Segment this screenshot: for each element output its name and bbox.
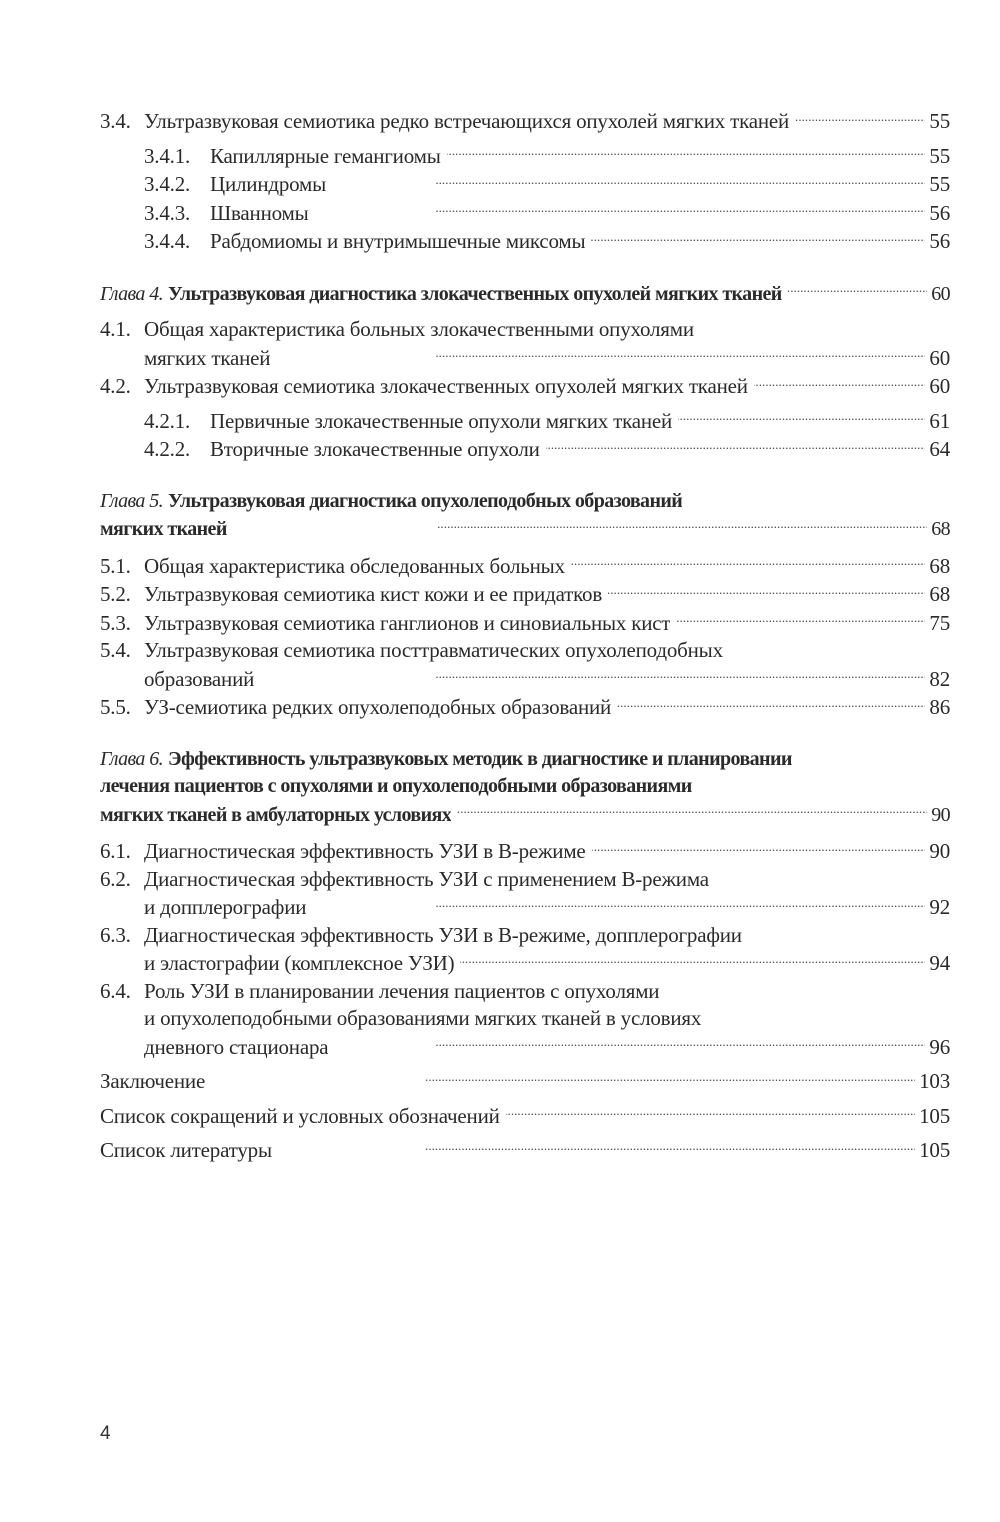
dot-leader — [457, 801, 927, 821]
subsection-title: Вторичные злокачественные опухоли — [210, 437, 540, 461]
dot-leader — [608, 580, 925, 601]
page-ref: 96 — [929, 1034, 950, 1059]
toc-entry-6-1[interactable] — [100, 837, 950, 866]
dot-leader — [278, 1136, 915, 1157]
subsection-number: 4.2.2. — [144, 437, 191, 461]
entry-title: Заключение — [100, 1069, 206, 1093]
subsection-number: 3.4.3. — [144, 200, 191, 225]
subsection-title: Первичные злокачественные опухоли мягких тканей — [210, 408, 673, 433]
page-number: 4 — [100, 1423, 111, 1444]
page-ref: 103 — [919, 1069, 950, 1093]
toc-entry-3-4-3[interactable] — [100, 199, 950, 228]
chapter-title-line1: Эффективность ультразвуковых методик в диагностике и планировании — [168, 747, 792, 770]
section-number: 5.1. — [100, 553, 131, 578]
page-ref: 61 — [929, 408, 950, 433]
chapter-5-heading-cont[interactable] — [100, 515, 950, 544]
section-title: Ультразвуковая семиотика злокачественных опухолей мягких тканей — [144, 374, 748, 398]
chapter-4-heading[interactable] — [100, 280, 950, 309]
page-ref: 68 — [931, 518, 950, 540]
toc-entry-references[interactable] — [100, 1136, 950, 1165]
toc-entry-3-4-1[interactable] — [100, 142, 950, 171]
section-title-line2: и эластографии (комплексное УЗИ) — [144, 951, 455, 975]
dot-leader — [211, 1067, 915, 1088]
toc-entry-6-2-cont[interactable] — [100, 893, 950, 922]
section-title-line1: Ультразвуковая семиотика посттравматических опухолеподобных — [144, 638, 723, 662]
toc-entry-5-1[interactable] — [100, 552, 950, 581]
dot-leader — [312, 893, 925, 914]
toc-entry-3-4-2[interactable] — [100, 170, 950, 199]
page-ref: 86 — [929, 695, 950, 719]
dot-leader — [233, 515, 927, 535]
subsection-number: 3.4.1. — [144, 143, 191, 168]
chapter-label: Глава 5. — [100, 489, 164, 512]
toc-entry-6-4[interactable] — [100, 978, 950, 1006]
chapter-label: Глава 4. — [100, 282, 164, 305]
dot-leader — [754, 372, 926, 393]
entry-title: Список литературы — [100, 1138, 272, 1162]
section-number: 4.1. — [100, 317, 131, 341]
toc-entry-4-2[interactable] — [100, 372, 950, 401]
dot-leader — [795, 107, 925, 128]
section-title-line3: дневного стационара — [144, 1034, 329, 1059]
toc-entry-5-4[interactable] — [100, 637, 950, 665]
table-of-contents — [100, 107, 950, 1165]
section-title-line1: Диагностическая эффективность УЗИ в В-режиме, допплерографии — [144, 922, 742, 947]
subsection-number: 3.4.2. — [144, 172, 191, 196]
toc-entry-4-2-2[interactable] — [100, 435, 950, 464]
section-title: УЗ-семиотика редких опухолеподобных образований — [144, 695, 612, 719]
subsection-number: 3.4.4. — [144, 229, 191, 253]
toc-entry-5-3[interactable] — [100, 609, 950, 638]
subsection-number: 4.2.1. — [144, 408, 191, 433]
section-title-line2: и опухолеподобными образованиями мягких тканей в условиях — [144, 1006, 702, 1030]
page-ref: 92 — [929, 895, 950, 919]
section-number: 5.5. — [100, 695, 131, 719]
chapter-title-line1: Ультразвуковая диагностика опухолеподобных образований — [168, 489, 683, 512]
page-ref: 60 — [929, 345, 950, 370]
dot-leader — [315, 199, 926, 220]
toc-entry-3-4-4[interactable] — [100, 227, 950, 256]
section-number: 6.4. — [100, 978, 131, 1003]
page-ref: 68 — [929, 582, 950, 606]
toc-entry-3-4[interactable] — [100, 107, 950, 136]
toc-entry-6-3[interactable] — [100, 922, 950, 950]
dot-leader — [332, 170, 925, 191]
chapter-6-heading-cont2[interactable] — [100, 801, 950, 830]
page-ref: 55 — [929, 143, 950, 168]
toc-entry-4-2-1[interactable] — [100, 407, 950, 436]
dot-leader — [546, 435, 926, 456]
subsection-title: Рабдомиомы и внутримышечные миксомы — [210, 229, 586, 253]
page-ref: 75 — [929, 610, 950, 635]
section-title-line2: мягких тканей — [144, 345, 271, 370]
toc-entry-4-1[interactable] — [100, 316, 950, 344]
toc-entry-6-4-cont1[interactable] — [100, 1005, 950, 1033]
dot-leader — [788, 280, 927, 300]
toc-entry-6-3-cont[interactable] — [100, 949, 950, 978]
section-title-line2: образований — [144, 666, 255, 691]
section-number: 5.2. — [100, 582, 131, 606]
page-ref: 60 — [929, 374, 950, 398]
section-title-line1: Диагностическая эффективность УЗИ с применением В-режима — [144, 866, 709, 891]
chapter-title-line2: лечения пациентов с опухолями и опухолеподобными образованиями — [100, 775, 692, 797]
toc-entry-conclusion[interactable] — [100, 1067, 950, 1096]
section-number: 6.3. — [100, 922, 131, 947]
section-title: Ультразвуковая семиотика редко встречающихся опухолей мягких тканей — [144, 109, 790, 133]
page-ref: 55 — [929, 109, 950, 133]
page-ref: 82 — [929, 666, 950, 691]
chapter-6-heading-cont1[interactable] — [100, 773, 950, 801]
chapter-5 — [100, 488, 950, 544]
toc-entry-5-2[interactable] — [100, 580, 950, 609]
chapter-6 — [100, 746, 950, 830]
toc-entry-6-2[interactable] — [100, 866, 950, 894]
section-title: Ультразвуковая семиотика ганглионов и синовиальных кист — [144, 610, 671, 635]
toc-entry-6-4-cont2[interactable] — [100, 1033, 950, 1062]
chapter-title-line2: мягких тканей — [100, 518, 227, 540]
subsection-title: Капиллярные гемангиомы — [210, 143, 441, 168]
page-ref: 68 — [929, 553, 950, 578]
toc-entry-abbreviations[interactable] — [100, 1102, 950, 1131]
section-title: Общая характеристика обследованных больных — [144, 553, 565, 578]
section-title-line1: Роль УЗИ в планировании лечения пациентов с опухолями — [144, 978, 660, 1003]
page-ref: 56 — [929, 229, 950, 253]
chapter-4 — [100, 280, 950, 309]
dot-leader — [260, 665, 925, 686]
page-ref: 94 — [929, 951, 950, 975]
dot-leader — [460, 949, 925, 970]
section-title-line2: и допплерографии — [144, 895, 307, 919]
dot-leader — [591, 227, 925, 248]
chapter-title: Ультразвуковая диагностика злокачественных опухолей мягких тканей — [168, 282, 782, 305]
page-ref: 55 — [929, 172, 950, 196]
page-ref: 105 — [919, 1138, 950, 1162]
dot-leader — [678, 407, 925, 428]
section-number: 5.4. — [100, 638, 131, 662]
dot-leader — [617, 693, 925, 714]
chapter-6-heading[interactable] — [100, 746, 950, 774]
chapter-5-heading[interactable] — [100, 488, 950, 516]
dot-leader — [447, 142, 926, 163]
subsection-title: Цилиндромы — [210, 172, 327, 196]
dot-leader — [276, 344, 925, 365]
section-title: Ультразвуковая семиотика кист кожи и ее придатков — [144, 582, 603, 606]
page-ref: 90 — [931, 803, 950, 826]
section-number: 3.4. — [100, 109, 131, 133]
dot-leader — [334, 1033, 925, 1054]
subsection-title: Шванномы — [210, 200, 309, 225]
chapter-label: Глава 6. — [100, 747, 164, 770]
dot-leader — [676, 609, 925, 630]
section-title-line1: Общая характеристика больных злокачественными опухолями — [144, 317, 694, 341]
section-title: Диагностическая эффективность УЗИ в В-режиме — [144, 839, 586, 863]
section-number: 6.2. — [100, 866, 131, 891]
page-ref: 105 — [919, 1103, 950, 1128]
page-ref: 90 — [929, 839, 950, 863]
toc-entry-4-1-cont[interactable] — [100, 344, 950, 373]
entry-title: Список сокращений и условных обозначений — [100, 1103, 500, 1128]
section-number: 6.1. — [100, 839, 131, 863]
toc-entry-5-5[interactable] — [100, 693, 950, 722]
page-ref: 64 — [929, 437, 950, 461]
toc-entry-5-4-cont[interactable] — [100, 665, 950, 694]
section-number: 5.3. — [100, 610, 131, 635]
dot-leader — [506, 1102, 915, 1123]
page-ref: 56 — [929, 200, 950, 225]
chapter-title-line3: мягких тканей в амбулаторных условиях — [100, 803, 452, 826]
dot-leader — [571, 552, 926, 573]
dot-leader — [592, 837, 926, 858]
section-number: 4.2. — [100, 374, 131, 398]
page-ref: 60 — [931, 282, 950, 305]
